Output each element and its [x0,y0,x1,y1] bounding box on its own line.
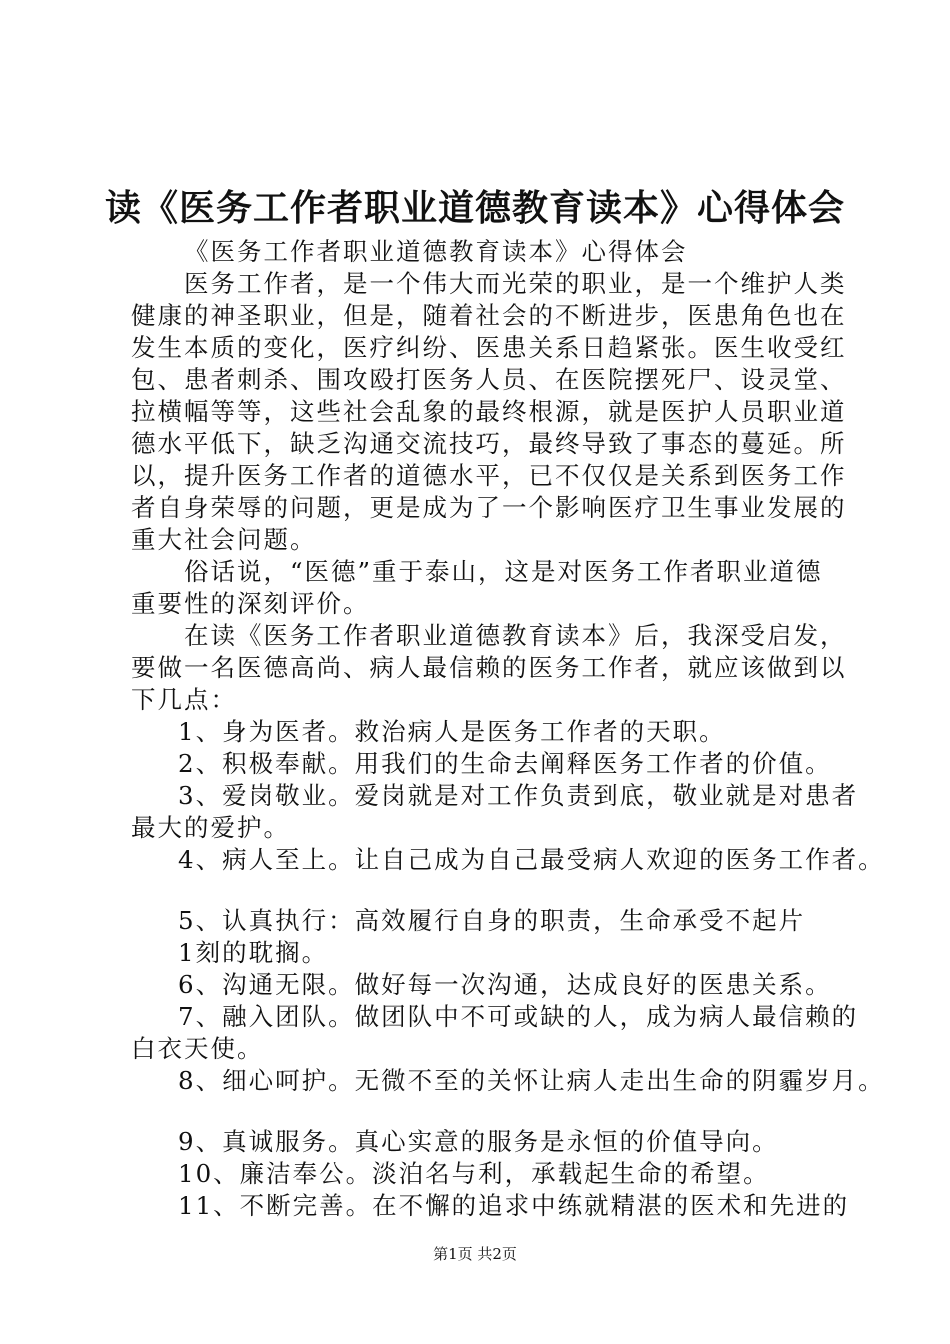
list-item: 7、融入团队。做团队中不可或缺的人，成为病人最信赖的 [178,1002,859,1031]
list-item: 9、真诚服务。真心实意的服务是永恒的价值导向。 [178,1127,779,1156]
list-item: 5、认真执行：高效履行自身的职责，生命承受不起片 [178,906,806,935]
list-item: 8、细心呵护。无微不至的关怀让病人走出生命的阴霾岁月。 [178,1066,885,1095]
body-line: 重大社会问题。 [131,525,317,554]
list-item-continuation: 最大的爱护。 [131,813,290,842]
page-number-footer: 第1页 共2页 [433,1245,517,1263]
list-item: 6、沟通无限。做好每一次沟通，达成良好的医患关系。 [178,970,832,999]
body-line: 包、患者刺杀、围攻殴打医务人员、在医院摆死尸、设灵堂、 [131,365,847,394]
document-body [131,236,885,1222]
body-line: 以，提升医务工作者的道德水平，已不仅仅是关系到医务工作 [131,461,847,490]
body-line: 发生本质的变化，医疗纠纷、医患关系日趋紧张。医生收受红 [131,333,847,362]
paragraph-gap [131,876,843,905]
body-line: 下几点： [131,685,237,714]
body-line: 拉横幅等等，这些社会乱象的最终根源，就是医护人员职业道 [131,397,847,426]
list-item: 2、积极奉献。用我们的生命去阐释医务工作者的价值。 [178,749,832,778]
list-item: 11、不断完善。在不懈的追求中练就精湛的医术和先进的 [178,1191,850,1220]
body-line: 德水平低下，缺乏沟通交流技巧，最终导致了事态的蔓延。所 [131,429,847,458]
list-item: 4、病人至上。让自己成为自己最受病人欢迎的医务工作者。 [178,845,885,874]
paragraph-gap [131,1097,843,1126]
list-item: 10、廉洁奉公。淡泊名与利，承载起生命的希望。 [178,1159,770,1188]
body-line: 重要性的深刻评价。 [131,589,370,618]
body-line: 者自身荣辱的问题，更是成为了一个影响医疗卫生事业发展的 [131,493,847,522]
list-item: 1、身为医者。救治病人是医务工作者的天职。 [178,717,726,746]
body-line: 健康的神圣职业，但是，随着社会的不断进步，医患角色也在 [131,301,847,330]
body-line: 俗话说，“医德”重于泰山，这是对医务工作者职业道德 [184,557,823,586]
body-line: 医务工作者，是一个伟大而光荣的职业，是一个维护人类 [184,269,847,298]
list-item-continuation: 1刻的耽搁。 [178,938,329,967]
body-line: 在读《医务工作者职业道德教育读本》后，我深受启发， [184,621,847,650]
body-line: 《医务工作者职业道德教育读本》心得体会 [184,237,688,266]
list-item: 3、爱岗敬业。爱岗就是对工作负责到底，敬业就是对患者 [178,781,859,810]
body-line: 要做一名医德高尚、病人最信赖的医务工作者，就应该做到以 [131,653,847,682]
document-title: 读《医务工作者职业道德教育读本》心得体会 [104,187,845,229]
list-item-continuation: 白衣天使。 [131,1034,264,1063]
